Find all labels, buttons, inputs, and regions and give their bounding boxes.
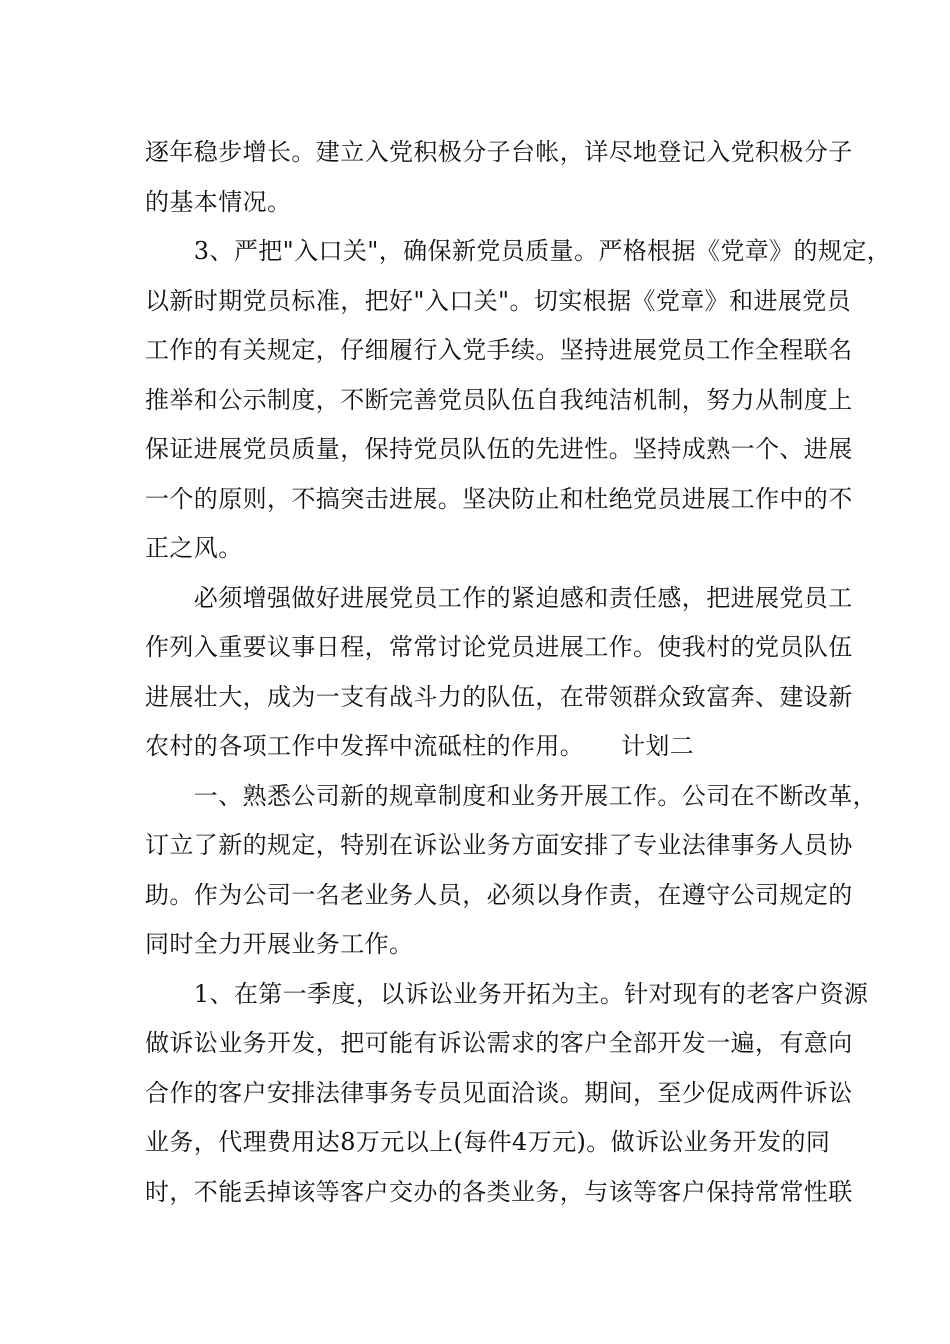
body-text [145,128,892,1217]
text-line: 3、严把"入口关"，确保新党员质量。严格根据《党章》的规定， [145,237,892,265]
text-line: 的基本情况。 [145,187,292,216]
text-line: 合作的客户安排法律事务专员见面洽谈。期间，至少促成两件诉讼 [145,1078,853,1107]
text-line: 推举和公示制度，不断完善党员队伍自我纯洁机制，努力从制度上 [145,385,853,414]
text-line: 助。作为公司一名老业务人员，必须以身作责，在遵守公司规定的 [145,880,853,909]
text-line: 业务，代理费用达8万元以上(每件4万元)。做诉讼业务开发的同 [145,1128,831,1156]
text-line: 订立了新的规定，特别在诉讼业务方面安排了专业法律事务人员协 [145,831,853,859]
text-line: 时，不能丢掉该等客户交办的各类业务，与该等客户保持常常性联 [145,1177,853,1206]
text-line: 保证进展党员质量，保持党员队伍的先进性。坚持成熟一个、进展 [145,435,853,463]
text-line: 正之风。 [145,534,243,562]
text-line: 一、熟悉公司新的规章制度和业务开展工作。公司在不断改革， [145,781,877,810]
text-line: 进展壮大，成为一支有战斗力的队伍，在带领群众致富奔、建设新 [145,682,853,711]
text-line: 以新时期党员标准，把好"入口关"。切实根据《党章》和进展党员 [145,286,852,315]
text-line: 逐年稳步增长。建立入党积极分子台帐，详尽地登记入党积极分子 [145,138,853,166]
text-line: 同时全力开展业务工作。 [145,930,414,958]
text-line: 一个的原则，不搞突击进展。坚决防止和杜绝党员进展工作中的不 [145,484,853,513]
text-line: 1、在第一季度，以诉讼业务开拓为主。针对现有的老客户资源 [145,979,869,1008]
text-line: 作列入重要议事日程，常常讨论党员进展工作。使我村的党员队伍 [145,633,853,661]
text-line: 工作的有关规定，仔细履行入党手续。坚持进展党员工作全程联名 [145,336,853,364]
text-line: 农村的各项工作中发挥中流砥柱的作用。 计划二 [145,732,695,760]
text-line: 做诉讼业务开发，把可能有诉讼需求的客户全部开发一遍，有意向 [145,1029,853,1057]
text-line: 必须增强做好进展党员工作的紧迫感和责任感，把进展党员工 [145,583,853,612]
